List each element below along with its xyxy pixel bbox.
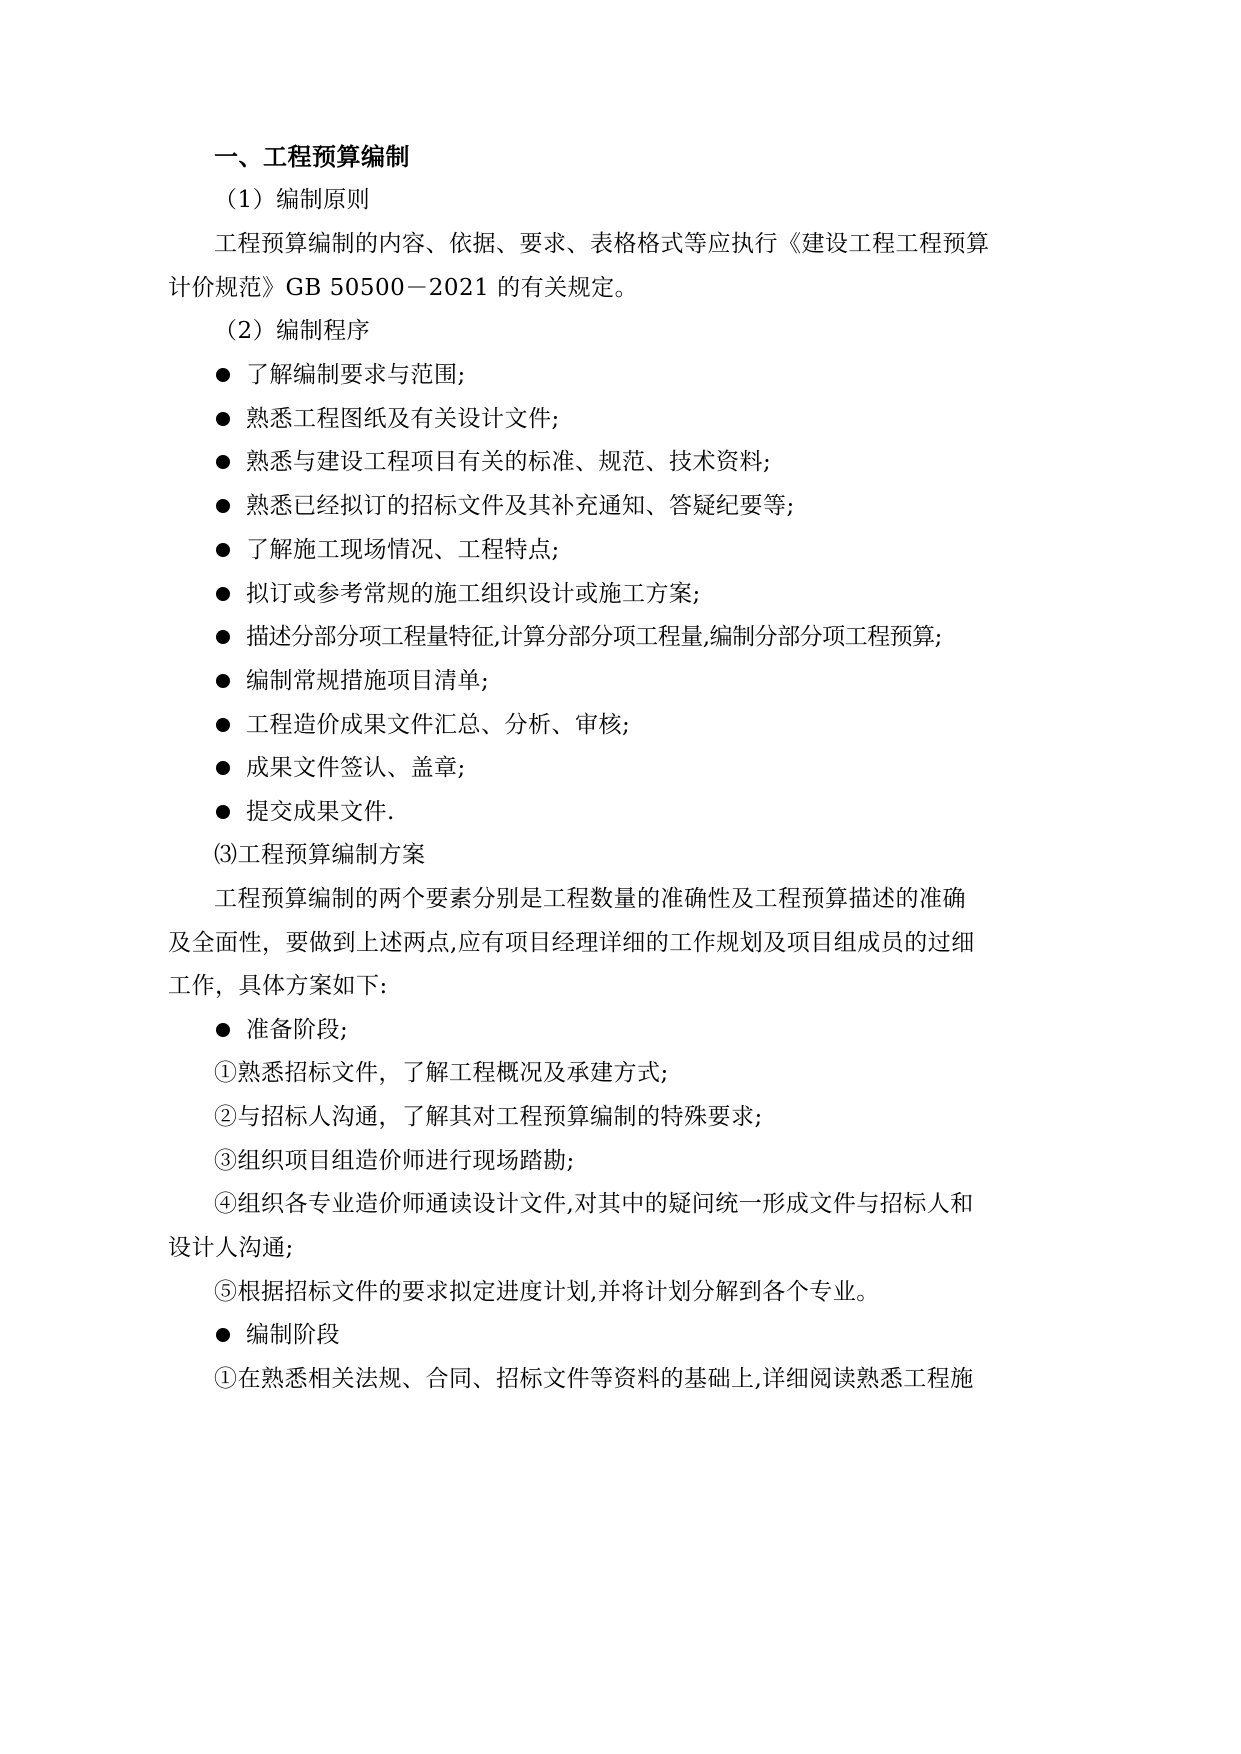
paragraph-plan-line-1: 工程预算编制的两个要素分别是工程数量的准确性及工程预算描述的准确	[214, 886, 966, 912]
list-item-text: 描述分部分项工程量特征,计算分部分项工程量,编制分部分项工程预算;	[246, 624, 942, 650]
bullet-icon	[216, 587, 230, 601]
list-item-text: 了解施工现场情况、工程特点;	[246, 537, 560, 563]
step-item: ④组织各专业造价师通读设计文件,对其中的疑问统一形成文件与招标人和	[214, 1191, 974, 1217]
step-item: ③组织项目组造价师进行现场踏勘;	[214, 1148, 575, 1174]
list-item-text: 了解编制要求与范围;	[246, 362, 466, 388]
step-item: ①熟悉招标文件，了解工程概况及承建方式;	[214, 1060, 669, 1086]
bullet-icon	[216, 761, 230, 775]
subsection-title-procedure: （2）编制程序	[214, 318, 371, 344]
bullet-icon	[216, 499, 230, 513]
step-item: ②与招标人沟通，了解其对工程预算编制的特殊要求;	[214, 1104, 763, 1130]
bullet-icon	[216, 630, 230, 644]
bullet-icon	[216, 674, 230, 688]
paragraph-plan-line-3: 工作，具体方案如下:	[168, 973, 388, 999]
step-item: ⑤根据招标文件的要求拟定进度计划,并将计划分解到各个专业。	[214, 1279, 880, 1305]
bullet-icon	[216, 455, 230, 469]
list-item-text: 熟悉与建设工程项目有关的标准、规范、技术资料;	[246, 449, 772, 475]
bullet-icon	[216, 805, 230, 819]
bullet-icon	[216, 412, 230, 426]
subsection-title-principles: （1）编制原则	[214, 187, 371, 213]
stage-label: 编制阶段	[246, 1322, 340, 1348]
paragraph-principles-line-2: 计价规范》GB 50500－2021 的有关规定。	[168, 275, 639, 301]
bullet-icon	[216, 718, 230, 732]
list-item-text: 拟订或参考常规的施工组织设计或施工方案;	[246, 581, 701, 607]
subsection-title-plan: ⑶工程预算编制方案	[214, 842, 426, 868]
list-item-text: 熟悉工程图纸及有关设计文件;	[246, 406, 560, 432]
bullet-icon	[216, 368, 230, 382]
list-item-text: 编制常规措施项目清单;	[246, 668, 490, 694]
step-item: ①在熟悉相关法规、合同、招标文件等资料的基础上,详细阅读熟悉工程施	[214, 1366, 974, 1392]
bullet-icon	[216, 1023, 230, 1037]
bullet-icon	[216, 1328, 230, 1342]
bullet-icon	[216, 543, 230, 557]
list-item-text: 提交成果文件.	[246, 799, 395, 825]
list-item-text: 熟悉已经拟订的招标文件及其补充通知、答疑纪要等;	[246, 493, 795, 519]
list-item-text: 工程造价成果文件汇总、分析、审核;	[246, 712, 631, 738]
stage-label: 准备阶段;	[246, 1017, 349, 1043]
paragraph-plan-line-2: 及全面性，要做到上述两点,应有项目经理详细的工作规划及项目组成员的过细	[168, 930, 975, 956]
list-item-text: 成果文件签认、盖章;	[246, 755, 466, 781]
paragraph-principles-line-1: 工程预算编制的内容、依据、要求、表格格式等应执行《建设工程工程预算	[214, 231, 990, 257]
step-item-continuation: 设计人沟通;	[168, 1235, 294, 1261]
section-heading: 一、工程预算编制	[214, 143, 410, 171]
